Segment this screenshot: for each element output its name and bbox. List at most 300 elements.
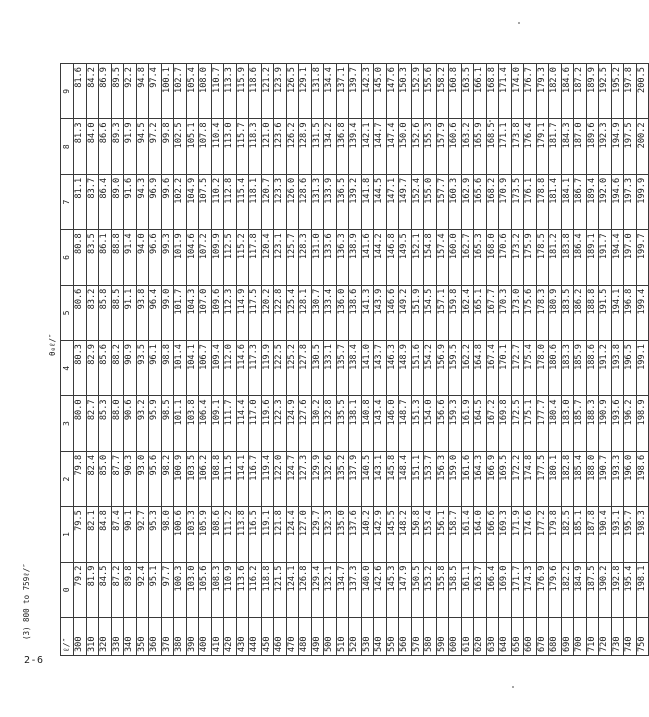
value-cell: 129.4 — [311, 562, 324, 617]
value-cell: 154.5 — [424, 285, 437, 340]
value-cell: 103.3 — [186, 507, 199, 562]
value-cell: 98.5 — [161, 396, 174, 451]
value-cell: 94.3 — [136, 174, 149, 229]
value-cell: 124.1 — [286, 562, 299, 617]
value-cell: 107.0 — [199, 285, 212, 340]
value-cell: 165.6 — [474, 174, 487, 229]
value-cell: 170.3 — [499, 285, 512, 340]
value-cell: 122.8 — [274, 285, 287, 340]
value-cell: 168.0 — [486, 230, 499, 285]
row-length-cell: 350 — [136, 618, 149, 656]
value-cell: 82.4 — [86, 451, 99, 506]
value-cell: 143.1 — [374, 451, 387, 506]
value-cell: 158.5 — [449, 562, 462, 617]
value-cell: 121.2 — [261, 64, 274, 119]
column-header: 5 — [61, 285, 74, 340]
value-cell: 178.8 — [536, 174, 549, 229]
value-cell: 166.9 — [486, 451, 499, 506]
value-cell: 149.5 — [399, 230, 412, 285]
value-cell: 82.9 — [86, 341, 99, 396]
value-cell: 102.7 — [174, 64, 187, 119]
value-cell: 173.2 — [511, 230, 524, 285]
row-length-cell: 670 — [536, 618, 549, 656]
value-cell: 139.4 — [349, 119, 362, 174]
value-cell: 137.3 — [349, 562, 362, 617]
value-cell: 182.2 — [561, 562, 574, 617]
value-cell: 114.4 — [236, 396, 249, 451]
value-cell: 156.9 — [436, 341, 449, 396]
value-cell: 145.3 — [386, 562, 399, 617]
value-cell: 140.0 — [361, 562, 374, 617]
value-cell: 158.2 — [436, 64, 449, 119]
value-cell: 185.9 — [574, 341, 587, 396]
value-cell: 142.3 — [361, 64, 374, 119]
row-length-cell: 480 — [299, 618, 312, 656]
value-cell: 85.6 — [99, 341, 112, 396]
value-cell: 171.1 — [499, 119, 512, 174]
value-cell: 166.1 — [474, 64, 487, 119]
value-cell: 155.6 — [424, 64, 437, 119]
value-cell: 164.8 — [474, 341, 487, 396]
row-length-cell: 320 — [99, 618, 112, 656]
value-cell: 107.8 — [199, 119, 212, 174]
row-length-cell: 400 — [199, 618, 212, 656]
table-row — [261, 64, 274, 656]
value-cell: 177.2 — [536, 507, 549, 562]
value-cell: 169.5 — [499, 451, 512, 506]
value-cell: 121.5 — [274, 562, 287, 617]
value-cell: 190.2 — [599, 562, 612, 617]
value-cell: 144.2 — [374, 230, 387, 285]
value-cell: 109.1 — [211, 396, 224, 451]
value-cell: 149.2 — [399, 285, 412, 340]
value-cell: 165.9 — [474, 119, 487, 174]
table-row — [199, 64, 212, 656]
value-cell: 189.1 — [586, 230, 599, 285]
value-cell: 179.1 — [536, 119, 549, 174]
value-cell: 152.6 — [411, 119, 424, 174]
value-cell: 100.6 — [174, 507, 187, 562]
value-cell: 120.7 — [261, 174, 274, 229]
value-cell: 168.8 — [486, 64, 499, 119]
value-cell: 92.2 — [124, 64, 137, 119]
value-cell: 193.6 — [611, 396, 624, 451]
value-cell: 176.1 — [524, 174, 537, 229]
conversion-table — [48, 64, 647, 656]
value-cell: 96.4 — [149, 285, 162, 340]
value-cell: 81.3 — [74, 119, 87, 174]
value-cell: 105.1 — [186, 119, 199, 174]
value-cell: 199.4 — [636, 285, 649, 340]
value-cell: 150.0 — [399, 119, 412, 174]
value-cell: 91.4 — [124, 230, 137, 285]
value-cell: 101.9 — [174, 230, 187, 285]
value-cell: 149.7 — [399, 174, 412, 229]
row-length-cell: 580 — [424, 618, 437, 656]
value-cell: 150.3 — [399, 64, 412, 119]
value-cell: 154.2 — [424, 341, 437, 396]
value-cell: 198.6 — [636, 451, 649, 506]
value-cell: 112.3 — [224, 285, 237, 340]
value-cell: 108.3 — [211, 562, 224, 617]
value-cell: 200.5 — [636, 64, 649, 119]
value-cell: 183.0 — [561, 396, 574, 451]
value-cell: 110.4 — [211, 119, 224, 174]
value-cell: 184.6 — [561, 64, 574, 119]
value-cell: 159.3 — [449, 396, 462, 451]
value-cell: 193.8 — [611, 341, 624, 396]
value-cell: 148.9 — [399, 341, 412, 396]
value-cell: 140.5 — [361, 451, 374, 506]
value-cell: 147.4 — [386, 119, 399, 174]
value-cell: 184.3 — [561, 119, 574, 174]
table-row — [424, 64, 437, 656]
value-cell: 191.5 — [599, 285, 612, 340]
value-cell: 91.1 — [124, 285, 137, 340]
value-cell: 86.9 — [99, 64, 112, 119]
value-cell: 108.0 — [199, 64, 212, 119]
value-cell: 175.1 — [524, 396, 537, 451]
column-header: 9 — [61, 64, 74, 119]
table-row — [436, 64, 449, 656]
row-length-cell: 560 — [399, 618, 412, 656]
value-cell: 194.9 — [611, 119, 624, 174]
value-cell: 175.6 — [524, 285, 537, 340]
value-cell: 153.2 — [424, 562, 437, 617]
row-length-cell: 460 — [274, 618, 287, 656]
value-cell: 116.5 — [249, 507, 262, 562]
value-cell: 144.5 — [374, 174, 387, 229]
table-row — [574, 64, 587, 656]
value-cell: 194.6 — [611, 174, 624, 229]
value-cell: 79.5 — [74, 507, 87, 562]
value-cell: 141.0 — [361, 341, 374, 396]
table-row — [461, 64, 474, 656]
value-cell: 196.8 — [624, 285, 637, 340]
value-cell: 95.3 — [149, 507, 162, 562]
value-cell: 165.3 — [474, 230, 487, 285]
header-row — [61, 64, 74, 656]
value-cell: 138.1 — [349, 396, 362, 451]
value-cell: 163.2 — [461, 119, 474, 174]
table-row — [124, 64, 137, 656]
row-length-cell: 610 — [461, 618, 474, 656]
value-cell: 113.0 — [224, 119, 237, 174]
value-cell: 138.4 — [349, 341, 362, 396]
value-cell: 83.7 — [86, 174, 99, 229]
value-cell: 86.4 — [99, 174, 112, 229]
value-cell: 183.8 — [561, 230, 574, 285]
value-cell: 122.5 — [274, 341, 287, 396]
value-cell: 197.3 — [624, 174, 637, 229]
value-cell: 161.4 — [461, 507, 474, 562]
table-row — [374, 64, 387, 656]
value-cell: 160.6 — [449, 119, 462, 174]
row-length-cell: 710 — [586, 618, 599, 656]
value-cell: 148.4 — [399, 451, 412, 506]
value-cell: 183.5 — [561, 285, 574, 340]
value-cell: 168.5 — [486, 119, 499, 174]
value-cell: 176.7 — [524, 64, 537, 119]
value-cell: 135.5 — [336, 396, 349, 451]
value-cell: 181.7 — [549, 119, 562, 174]
value-cell: 98.2 — [161, 451, 174, 506]
value-cell: 100.1 — [161, 64, 174, 119]
value-cell: 129.7 — [311, 507, 324, 562]
table-row — [611, 64, 624, 656]
value-cell: 185.7 — [574, 396, 587, 451]
column-header: 0 — [61, 562, 74, 617]
row-length-cell: 340 — [124, 618, 137, 656]
value-cell: 147.9 — [399, 562, 412, 617]
table-row — [511, 64, 524, 656]
value-cell: 177.7 — [536, 396, 549, 451]
row-length-cell: 370 — [161, 618, 174, 656]
row-length-cell: 430 — [236, 618, 249, 656]
value-cell: 95.1 — [149, 562, 162, 617]
value-cell: 160.0 — [449, 230, 462, 285]
table-row — [486, 64, 499, 656]
value-cell: 185.1 — [574, 507, 587, 562]
value-cell: 98.0 — [161, 507, 174, 562]
row-length-cell: 700 — [574, 618, 587, 656]
value-cell: 173.8 — [511, 119, 524, 174]
table-row — [136, 64, 149, 656]
value-cell: 170.1 — [499, 341, 512, 396]
value-cell: 174.6 — [524, 507, 537, 562]
value-cell: 126.5 — [286, 64, 299, 119]
table-row — [411, 64, 424, 656]
value-cell: 80.0 — [74, 396, 87, 451]
value-cell: 162.9 — [461, 174, 474, 229]
value-cell: 123.1 — [274, 230, 287, 285]
value-cell: 130.7 — [311, 285, 324, 340]
value-cell: 88.0 — [111, 396, 124, 451]
value-cell: 138.6 — [349, 285, 362, 340]
value-cell: 176.4 — [524, 119, 537, 174]
value-cell: 182.0 — [549, 64, 562, 119]
value-cell: 174.0 — [511, 64, 524, 119]
value-cell: 109.9 — [211, 230, 224, 285]
value-cell: 100.3 — [174, 562, 187, 617]
value-cell: 190.4 — [599, 507, 612, 562]
column-header: 6 — [61, 230, 74, 285]
value-cell: 131.0 — [311, 230, 324, 285]
value-cell: 151.6 — [411, 341, 424, 396]
value-cell: 133.6 — [324, 230, 337, 285]
value-cell: 112.5 — [224, 230, 237, 285]
value-cell: 160.3 — [449, 174, 462, 229]
value-cell: 152.9 — [411, 64, 424, 119]
value-cell: 146.6 — [386, 285, 399, 340]
value-cell: 89.8 — [124, 562, 137, 617]
table-row — [361, 64, 374, 656]
row-length-cell: 360 — [149, 618, 162, 656]
row-length-cell: 720 — [599, 618, 612, 656]
value-cell: 179.8 — [549, 507, 562, 562]
value-cell: 133.9 — [324, 174, 337, 229]
value-cell: 97.2 — [149, 119, 162, 174]
value-cell: 161.6 — [461, 451, 474, 506]
value-cell: 104.1 — [186, 341, 199, 396]
value-cell: 160.8 — [449, 64, 462, 119]
value-cell: 146.0 — [386, 396, 399, 451]
value-cell: 143.9 — [374, 285, 387, 340]
value-cell: 196.0 — [624, 451, 637, 506]
row-length-cell: 730 — [611, 618, 624, 656]
value-cell: 105.4 — [186, 64, 199, 119]
value-cell: 134.2 — [324, 119, 337, 174]
value-cell: 151.3 — [411, 396, 424, 451]
value-cell: 184.1 — [561, 174, 574, 229]
table-row — [86, 64, 99, 656]
value-cell: 183.3 — [561, 341, 574, 396]
value-cell: 161.1 — [461, 562, 474, 617]
value-cell: 111.7 — [224, 396, 237, 451]
value-cell: 86.6 — [99, 119, 112, 174]
value-cell: 186.2 — [574, 285, 587, 340]
value-cell: 105.6 — [199, 562, 212, 617]
table-row — [211, 64, 224, 656]
value-cell: 112.0 — [224, 341, 237, 396]
value-cell: 128.1 — [299, 285, 312, 340]
value-cell: 83.2 — [86, 285, 99, 340]
table-row — [311, 64, 324, 656]
value-cell: 162.4 — [461, 285, 474, 340]
value-cell: 88.8 — [111, 230, 124, 285]
value-cell: 196.5 — [624, 341, 637, 396]
row-length-cell: 640 — [499, 618, 512, 656]
value-cell: 86.1 — [99, 230, 112, 285]
value-cell: 93.0 — [136, 451, 149, 506]
value-cell: 96.1 — [149, 341, 162, 396]
value-cell: 118.3 — [249, 119, 262, 174]
value-cell: 92.4 — [136, 562, 149, 617]
value-cell: 169.8 — [499, 396, 512, 451]
value-cell: 198.3 — [636, 507, 649, 562]
value-cell: 81.9 — [86, 562, 99, 617]
table-row — [174, 64, 187, 656]
table-row — [186, 64, 199, 656]
value-cell: 148.2 — [399, 507, 412, 562]
value-cell: 136.0 — [336, 285, 349, 340]
table-row — [161, 64, 174, 656]
value-cell: 139.2 — [349, 174, 362, 229]
value-cell: 174.8 — [524, 451, 537, 506]
column-header: 7 — [61, 174, 74, 229]
value-cell: 118.8 — [261, 562, 274, 617]
value-cell: 140.2 — [361, 507, 374, 562]
value-cell: 174.3 — [524, 562, 537, 617]
value-cell: 142.6 — [374, 562, 387, 617]
table-row — [474, 64, 487, 656]
value-cell: 167.4 — [486, 341, 499, 396]
value-cell: 195.7 — [624, 507, 637, 562]
value-cell: 122.3 — [274, 396, 287, 451]
value-cell: 142.9 — [374, 507, 387, 562]
value-cell: 112.8 — [224, 174, 237, 229]
value-cell: 117.3 — [249, 341, 262, 396]
row-length-cell: 660 — [524, 618, 537, 656]
column-header: 4 — [61, 341, 74, 396]
value-cell: 106.7 — [199, 341, 212, 396]
row-length-cell: 570 — [411, 618, 424, 656]
value-cell: 126.8 — [299, 562, 312, 617]
value-cell: 146.8 — [386, 230, 399, 285]
value-cell: 120.2 — [261, 285, 274, 340]
value-cell: 130.5 — [311, 341, 324, 396]
table-row — [299, 64, 312, 656]
value-cell: 146.3 — [386, 341, 399, 396]
value-cell: 114.9 — [236, 285, 249, 340]
column-header: 1 — [61, 507, 74, 562]
value-cell: 177.5 — [536, 451, 549, 506]
value-cell: 91.9 — [124, 119, 137, 174]
value-cell: 196.2 — [624, 396, 637, 451]
value-cell: 118.1 — [249, 174, 262, 229]
value-cell: 173.0 — [511, 285, 524, 340]
value-cell: 137.1 — [336, 64, 349, 119]
value-cell: 126.0 — [286, 174, 299, 229]
value-cell: 116.7 — [249, 451, 262, 506]
table-row — [336, 64, 349, 656]
value-cell: 84.8 — [99, 507, 112, 562]
value-cell: 182.8 — [561, 451, 574, 506]
column-header: 8 — [61, 119, 74, 174]
value-cell: 187.2 — [574, 64, 587, 119]
value-cell: 103.0 — [186, 562, 199, 617]
value-cell: 107.2 — [199, 230, 212, 285]
value-cell: 186.7 — [574, 174, 587, 229]
value-cell: 188.3 — [586, 396, 599, 451]
value-cell: 199.1 — [636, 341, 649, 396]
row-length-cell: 600 — [449, 618, 462, 656]
value-cell: 157.1 — [436, 285, 449, 340]
value-cell: 110.9 — [224, 562, 237, 617]
table-caption: (3) 800 to 759ℓ/″ — [22, 563, 31, 640]
value-cell: 107.5 — [199, 174, 212, 229]
value-cell: 181.2 — [549, 230, 562, 285]
value-cell: 193.1 — [611, 507, 624, 562]
value-cell: 178.0 — [536, 341, 549, 396]
value-cell: 133.1 — [324, 341, 337, 396]
value-cell: 106.4 — [199, 396, 212, 451]
row-length-cell: 510 — [336, 618, 349, 656]
value-cell: 99.0 — [161, 285, 174, 340]
row-length-cell: 390 — [186, 618, 199, 656]
value-cell: 97.4 — [149, 64, 162, 119]
value-cell: 108.6 — [211, 507, 224, 562]
value-cell: 90.9 — [124, 341, 137, 396]
table-row — [274, 64, 287, 656]
value-cell: 96.6 — [149, 230, 162, 285]
value-cell: 172.5 — [511, 396, 524, 451]
value-cell: 157.9 — [436, 119, 449, 174]
value-cell: 180.9 — [549, 285, 562, 340]
value-cell: 88.2 — [111, 341, 124, 396]
row-length-cell: 750 — [636, 618, 649, 656]
value-cell: 141.8 — [361, 174, 374, 229]
table-row — [386, 64, 399, 656]
value-cell: 184.9 — [574, 562, 587, 617]
value-cell: 167.7 — [486, 285, 499, 340]
value-cell: 101.4 — [174, 341, 187, 396]
value-cell: 116.2 — [249, 562, 262, 617]
value-cell: 87.2 — [111, 562, 124, 617]
value-cell: 134.4 — [324, 64, 337, 119]
table-row — [324, 64, 337, 656]
value-cell: 109.6 — [211, 285, 224, 340]
